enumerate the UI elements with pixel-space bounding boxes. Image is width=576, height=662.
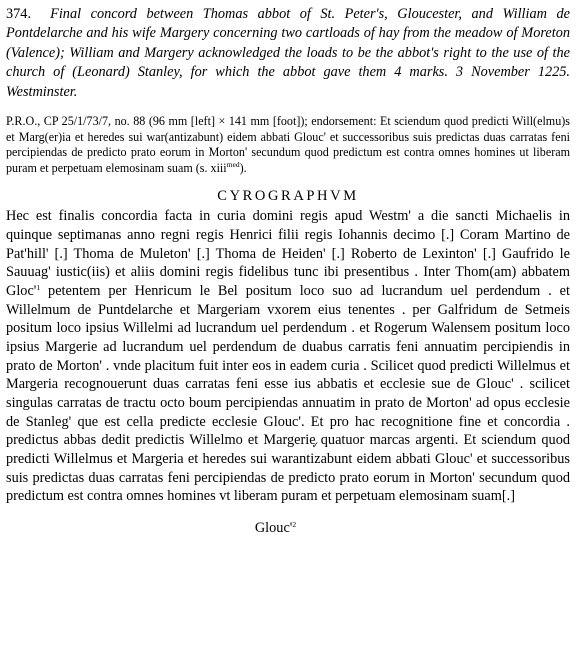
entry-title: Final concord between Thomas abbot of St. Peter's, Gloucester, and William de Pontdelarche and his wife Margery concerning two cartloads of hay from the meadow of Moreton (Valence); William and Margery acknowledged the loads to be the abbot's right to the use of the church of (Leonard) Stanley, for which the abbot gave them 4 marks. 3 November 1225. Westminster. bbox=[6, 6, 570, 100]
source-note bbox=[6, 114, 570, 176]
charter-part-2: petentem per Henricum le Bel positum loco suo ad lucrandum uel perdendum . et Willelmum de Puntdelarche et Margeriam vxorem eius tenentes . per Galfridum de Setmeis positum loco ipsius Willelmi ad lucrandum uel perdendum . et Rogerum Walensem positum loco ipsius Margerie ad lucrandum uel perdendum de duabus carratis feni annuatim percipiendis in prato de Morton' . vnde placitum fuit inter eos in eadem curia . Scilicet quod predicti Willelmus et Margeria recognouerunt duas carratas feni esse ius abbatis et ecclesie sue de Glouc' . scilicet singulas carratas de tractu octo boum percipiendas annuatim in prato de Morton' ad opus ecclesie de Stanleg' que est cella predicte ecclesie Glouc'. Et pro hac recognitione fine et concordia . predictus abbas dedit predictis Willelmo et Margerie bbox=[6, 283, 570, 449]
entry-number: 374. bbox=[6, 6, 32, 22]
endorsement-text: Glouc' bbox=[254, 519, 293, 536]
source-text: P.R.O., CP 25/1/73/7, no. 88 (96 mm [left] × 141 mm [foot]); endorsement: Et sciendum quod predicti Will(elmu)s et Marg(er)ia et heredes sui war(antizabunt) eidem abbati Glouc' et successoribus suis predictas duas carratas feni percipiendas de predicto prato eorum in Morton' secundum quod predictum est contra omnes homines ut liberam puram et perpetuam elemosinam suam (s. xiii bbox=[6, 114, 570, 175]
entry-heading bbox=[6, 5, 570, 102]
endorsement bbox=[6, 519, 570, 537]
footnote-ref-1: 1 bbox=[36, 283, 41, 293]
source-tail: ). bbox=[239, 160, 247, 175]
charter-text bbox=[6, 207, 570, 506]
cyrographum-heading: CYROGRAPHVM bbox=[217, 188, 359, 205]
charter-part-1: Hec est finalis concordia facta in curia domini regis apud Westm' a die sancti Michaelis in quinque septimanas anno regni regis Henrici filii regis Iohannis decimo [.] Coram Martino de Pat'hill' [.] Thoma de Muleton' [.] Thoma de Heiden' [.] Roberto de Lexinton' [.] Gaufrido le Sauuag' iustic(iis) et aliis domini regis fidelibus tunc ibi presentibus . Inter Thom(am) abbatem Gloc' bbox=[6, 208, 570, 300]
charter-part-3: quatuor marcas argenti. Et sciendum quod predicti Willelmus et Margeria et heredes sui warantizabunt eidem abbati Glouc' et successoribus suis predictas duas carratas feni percipiendas de predicto prato eorum in Morton' secundum quod predictum est contra omnes homines vt liberam puram et perpetuam elemosinam suam[.] bbox=[6, 432, 571, 505]
date-superscript: med bbox=[226, 159, 240, 169]
footnote-ref-2: 2 bbox=[292, 519, 297, 529]
